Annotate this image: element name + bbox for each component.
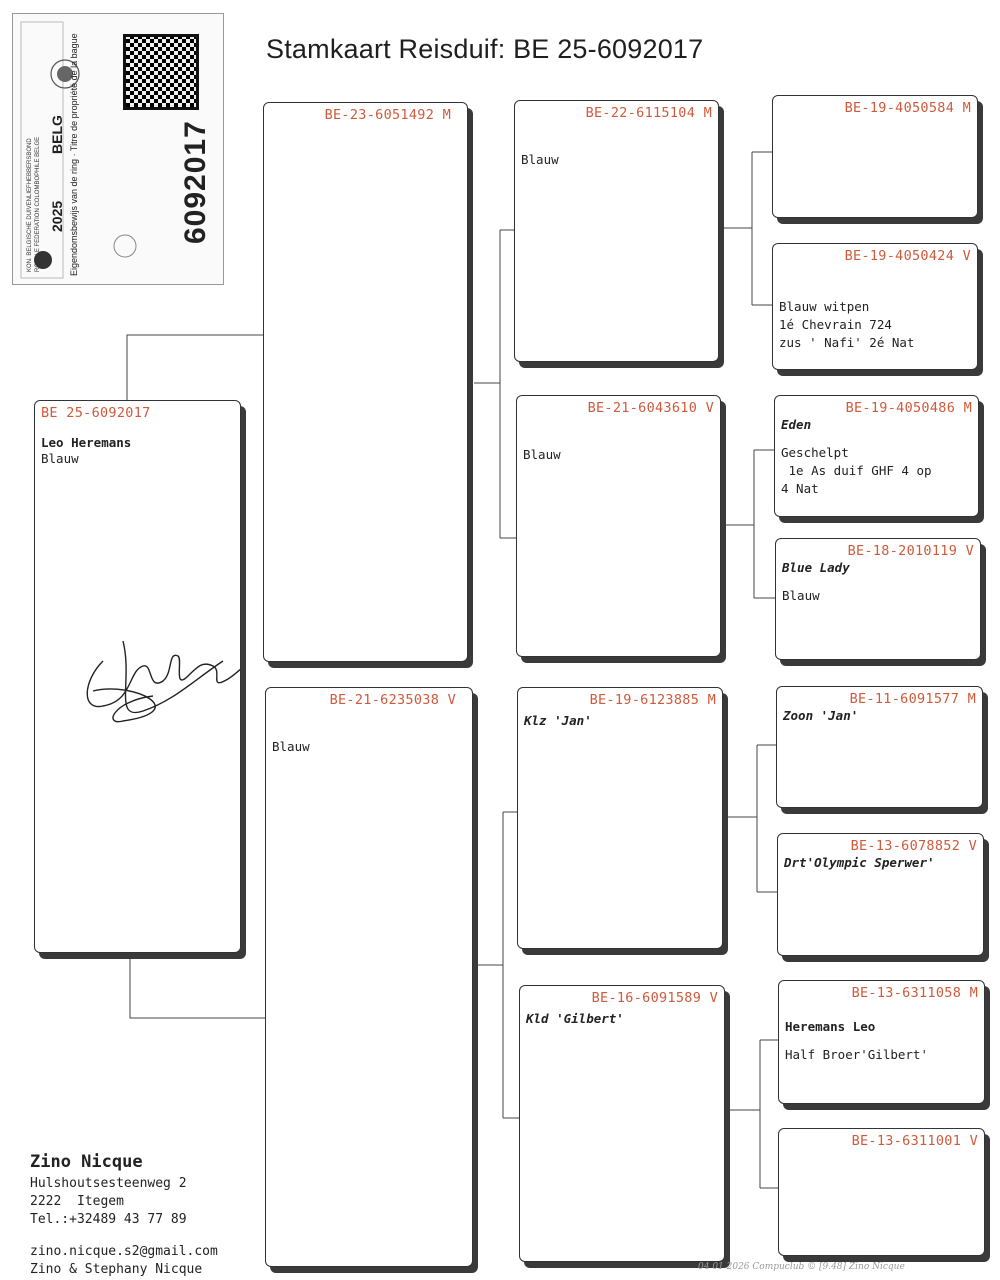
sire-card xyxy=(263,102,468,662)
breeder-names: Zino & Stephany Nicque xyxy=(30,1262,203,1277)
breeder-address: Hulshoutsesteenweg 2 xyxy=(30,1176,187,1191)
great-grandparent-name: Heremans Leo xyxy=(785,1019,876,1034)
ring-certificate xyxy=(12,13,224,285)
grandparent-card xyxy=(514,100,719,362)
ring-certificate-number: 6092017 xyxy=(179,120,212,244)
great-grandparent-info: 4 Nat xyxy=(781,481,819,496)
ring-certificate-country: BELG xyxy=(49,115,65,154)
breeder-email: zino.nicque.s2@gmail.com xyxy=(30,1244,218,1259)
ring-certificate-association: KON. BELGISCHE DUIVENLIEFHEBBERSBOND xyxy=(27,138,33,272)
grandparent-color: Blauw xyxy=(521,152,559,167)
dam-color: Blauw xyxy=(272,739,310,754)
great-grandparent-ring: BE-19-4050424 V xyxy=(844,248,971,264)
great-grandparent-name: Zoon 'Jan' xyxy=(783,708,859,723)
great-grandparent-info: Blauw xyxy=(782,588,820,603)
dam-card xyxy=(265,687,473,1267)
great-grandparent-card xyxy=(777,833,984,956)
great-grandparent-card xyxy=(774,395,979,517)
pigeon-color: Blauw xyxy=(41,451,79,466)
great-grandparent-info: Blauw witpen xyxy=(779,299,870,314)
grandparent-ring: BE-21-6043610 V xyxy=(587,400,714,416)
breeder-name: Zino Nicque xyxy=(30,1152,143,1172)
grandparent-ring: BE-19-6123885 M xyxy=(589,692,716,708)
sire-ring: BE-23-6051492 M xyxy=(324,107,451,123)
grandparent-color: Blauw xyxy=(523,447,561,462)
great-grandparent-info: 1e As duif GHF 4 op xyxy=(781,463,932,478)
pigeon-card xyxy=(34,400,241,953)
great-grandparent-name: Drt'Olympic Sperwer' xyxy=(784,855,935,870)
signature xyxy=(73,621,241,741)
great-grandparent-name: Eden xyxy=(781,417,812,432)
grandparent-card xyxy=(516,395,721,657)
great-grandparent-ring: BE-13-6311001 V xyxy=(851,1133,978,1149)
great-grandparent-ring: BE-19-4050486 M xyxy=(845,400,972,416)
dam-ring: BE-21-6235038 V xyxy=(329,692,456,708)
great-grandparent-card xyxy=(775,538,981,660)
grandparent-card xyxy=(519,985,725,1262)
great-grandparent-ring: BE-18-2010119 V xyxy=(847,543,974,559)
grandparent-name: Kld 'Gilbert' xyxy=(526,1011,624,1026)
great-grandparent-card xyxy=(772,243,978,370)
grandparent-card xyxy=(517,687,723,949)
great-grandparent-card xyxy=(772,95,978,218)
ring-certificate-association-fr: ROYALE FEDERATION COLOMBOPHILE BELGE xyxy=(35,136,41,272)
great-grandparent-info: 1é Chevrain 724 xyxy=(779,317,892,332)
ring-certificate-year: 2025 xyxy=(49,200,65,232)
qr-code-icon xyxy=(123,34,199,110)
pigeon-owner: Leo Heremans xyxy=(41,435,132,450)
breeder-city: 2222 Itegem xyxy=(30,1194,124,1209)
great-grandparent-info: Geschelpt xyxy=(781,445,849,460)
great-grandparent-ring: BE-13-6078852 V xyxy=(850,838,977,854)
grandparent-ring: BE-22-6115104 M xyxy=(585,105,712,121)
great-grandparent-ring: BE-13-6311058 M xyxy=(851,985,978,1001)
great-grandparent-card xyxy=(778,980,985,1104)
great-grandparent-info: Half Broer'Gilbert' xyxy=(785,1047,928,1062)
great-grandparent-name: Blue Lady xyxy=(782,560,850,575)
page-title: Stamkaart Reisduif: BE 25-6092017 xyxy=(266,34,704,64)
breeder-phone: Tel.:+32489 43 77 89 xyxy=(30,1212,187,1227)
great-grandparent-info: zus ' Nafi' 2é Nat xyxy=(779,335,915,350)
great-grandparent-ring: BE-11-6091577 M xyxy=(849,691,976,707)
great-grandparent-ring: BE-19-4050584 M xyxy=(844,100,971,116)
great-grandparent-card xyxy=(776,686,983,808)
great-grandparent-card xyxy=(778,1128,985,1256)
pigeon-ring: BE 25-6092017 xyxy=(41,405,151,421)
grandparent-ring: BE-16-6091589 V xyxy=(591,990,718,1006)
ring-certificate-ownership: Eigendomsbewijs van de ring · Titre de propriété de la bague xyxy=(69,33,79,276)
print-footer: 04 01 2026 Compuclub © [9.48] Zino Nicque xyxy=(698,1262,905,1272)
grandparent-name: Klz 'Jan' xyxy=(524,713,592,728)
